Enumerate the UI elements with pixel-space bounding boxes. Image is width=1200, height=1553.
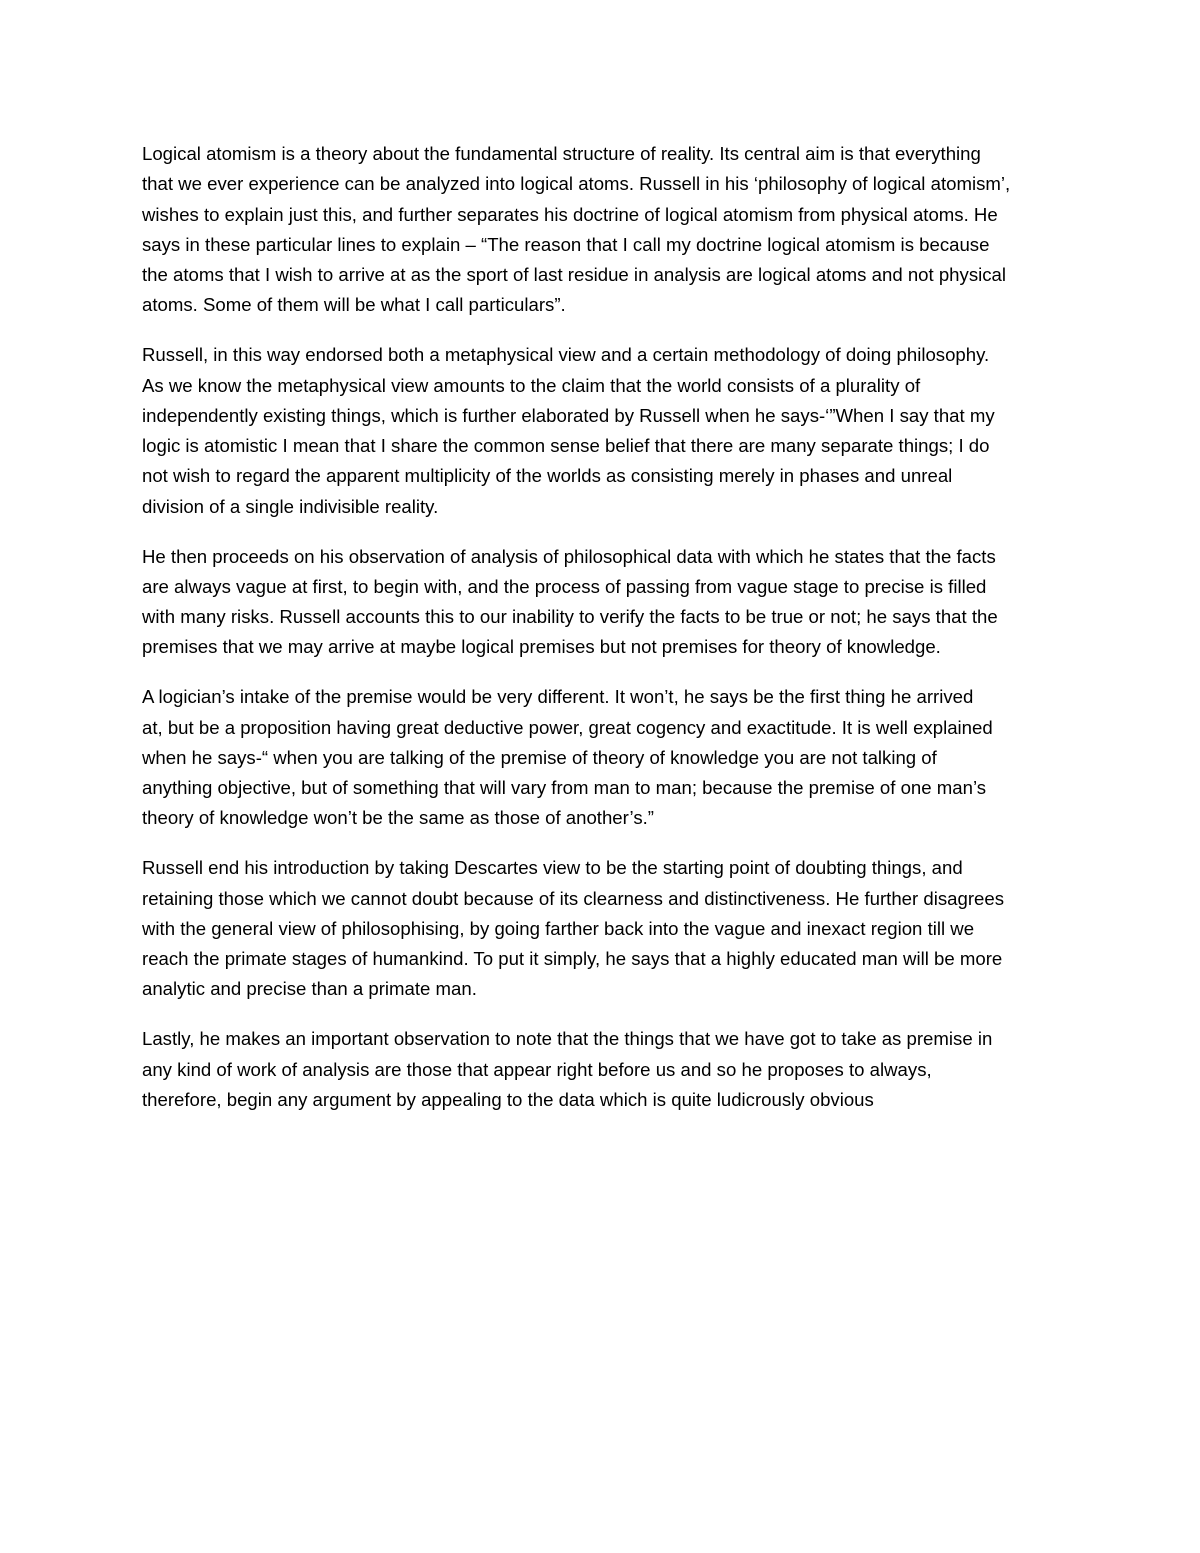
document-body (142, 139, 1060, 1135)
text-line: division of a single indivisible reality. (142, 495, 439, 517)
text-line: Lastly, he makes an important observation to note that the things that we have got to take as premise in (142, 1028, 993, 1050)
paragraph-logical-atomism-intro (142, 139, 1060, 321)
text-line: wishes to explain just this, and further separates his doctrine of logical atomism from physical atoms. He (142, 203, 998, 225)
text-line: premises that we may arrive at maybe logical premises but not premises for theory of knowledge. (142, 636, 941, 658)
paragraph-analysis-of-data (142, 542, 1060, 663)
text-line: that we ever experience can be analyzed into logical atoms. Russell in his ‘philosophy of logical atomism’, (142, 173, 1011, 195)
text-line: retaining those which we cannot doubt because of its clearness and distinctiveness. He further disagrees (142, 887, 1005, 909)
text-line: reach the primate stages of humankind. To put it simply, he says that a highly educated man will be more (142, 948, 1003, 970)
text-line: says in these particular lines to explain – “The reason that I call my doctrine logical atomism is because (142, 233, 990, 255)
paragraph-descartes-view (142, 853, 1060, 1004)
text-line: any kind of work of analysis are those that appear right before us and so he proposes to always, (142, 1058, 932, 1080)
text-line: therefore, begin any argument by appealing to the data which is quite ludicrously obvious (142, 1088, 874, 1110)
text-line: are always vague at first, to begin with, and the process of passing from vague stage to precise is filled (142, 575, 987, 597)
text-line: analytic and precise than a primate man. (142, 978, 477, 1000)
text-line: He then proceeds on his observation of analysis of philosophical data with which he states that the facts (142, 545, 996, 567)
text-line: logic is atomistic I mean that I share the common sense belief that there are many separate things; I do (142, 435, 990, 457)
text-line: not wish to regard the apparent multiplicity of the worlds as consisting merely in phases and unreal (142, 465, 953, 487)
text-line: Russell, in this way endorsed both a metaphysical view and a certain methodology of doing philosophy. (142, 344, 990, 366)
text-line: As we know the metaphysical view amounts to the claim that the world consists of a plurality of (142, 374, 921, 396)
paragraph-conclusion (142, 1024, 1060, 1115)
text-line: when he says-“ when you are talking of the premise of theory of knowledge you are not talking of (142, 746, 937, 768)
text-line: atoms. Some of them will be what I call particulars”. (142, 294, 566, 316)
text-line: theory of knowledge won’t be the same as those of another’s.” (142, 807, 654, 829)
text-line: the atoms that I wish to arrive at as the sport of last residue in analysis are logical atoms and not physical (142, 264, 1007, 286)
text-line: with many risks. Russell accounts this to our inability to verify the facts to be true or not; he says that the (142, 606, 998, 628)
text-line: with the general view of philosophising, by going farther back into the vague and inexact region till we (142, 917, 975, 939)
paragraph-logician-premise (142, 682, 1060, 833)
text-line: Russell end his introduction by taking Descartes view to be the starting point of doubting things, and (142, 857, 963, 879)
text-line: at, but be a proposition having great deductive power, great cogency and exactitude. It is well explained (142, 716, 993, 738)
text-line: A logician’s intake of the premise would be very different. It won’t, he says be the first thing he arrived (142, 686, 974, 708)
text-line: independently existing things, which is further elaborated by Russell when he says-‘”When I say that my (142, 404, 995, 426)
text-line: anything objective, but of something that will vary from man to man; because the premise of one man’s (142, 777, 987, 799)
paragraph-metaphysical-view (142, 340, 1060, 522)
text-line: Logical atomism is a theory about the fundamental structure of reality. Its central aim is that everything (142, 143, 981, 164)
